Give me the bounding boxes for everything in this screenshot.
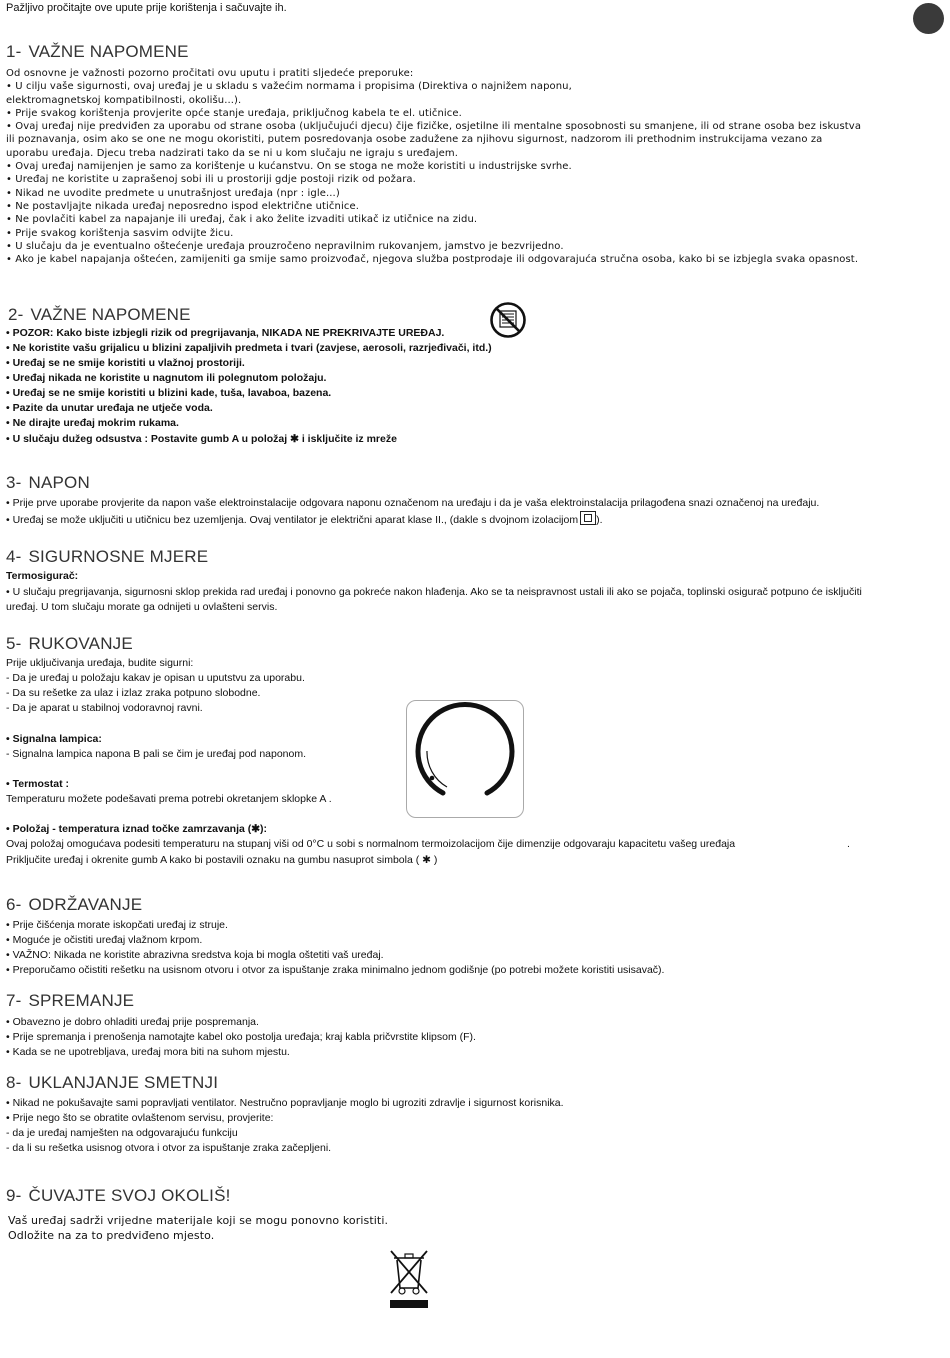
section-8-heading: 8- UKLANJANJE SMETNJI	[6, 1073, 219, 1092]
frost-position-dot: .	[847, 838, 850, 850]
section-2-body: • POZOR: Kako biste izbjegli rizik od pregrijavanja, NIKADA NE PREKRIVAJTE UREĐAJ. • Ne koristite vašu grijalicu u blizini zapaljivih predmeta i tvari (zavjese, aerosoli, razrjeđivači, itd.) • Uređaj se ne smije koristiti u vlažnoj prostoriji. • Uređaj nikada ne koristite u nagnutom ili polegnutom položaju. • Uređaj se ne smije koristiti u blizini kade, tuša, lavaboa, bazena. • Pazite da unutar uređaja ne utječe voda. • Ne dirajte uređaj mokrim rukama. • U slučaju dužeg odsustva : Postavite gumb A u položaj ✱ i isključite iz mreže	[6, 327, 492, 445]
page-marker-dot	[913, 3, 944, 34]
no-cover-icon	[489, 301, 527, 339]
signal-lamp-text: - Signalna lampica napona B pali se čim je uređaj pod naponom.	[6, 748, 307, 760]
section-6-heading: 6- ODRŽAVANJE	[6, 895, 143, 914]
signal-lamp-title: • Signalna lampica:	[6, 733, 102, 745]
section-9-heading: 9- ČUVAJTE SVOJ OKOLIŠ!	[6, 1186, 231, 1205]
crossed-bin-icon	[388, 1248, 430, 1310]
section-2-heading: 2- VAŽNE NAPOMENE	[8, 305, 191, 324]
intro-note: Pažljivo pročitajte ove upute prije korištenja i sačuvajte ih.	[6, 2, 287, 14]
section-3-heading: 3- NAPON	[6, 473, 90, 492]
section-4-subtitle: Termosigurač:	[6, 570, 79, 582]
section-4-body: • U slučaju pregrijavanja, sigurnosni sklop prekida rad uređaj i ponovno ga pokreće nakon hlađenja. Ako se ta neispravnost ustali ili ako se pojača, toplinski osigurač potpuno će isključiti uređaj. U tom slučaju morate ga odnijeti u ovlašteni servis.	[6, 586, 862, 613]
double-insulation-icon	[580, 511, 596, 525]
section-6-body: • Prije čišćenja morate iskopčati uređaj iz struje. • Moguće je očistiti uređaj vlažnom krpom. • VAŽNO: Nikada ne koristite abrazivna sredstva koja bi mogla oštetiti vaš uređaj. • Preporučamo očistiti rešetku na usisnom otvoru i otvor za ispuštanje zraka minimalno jednom godišnje (po potrebi možete koristiti usisavač).	[6, 919, 665, 976]
section-4-heading: 4- SIGURNOSNE MJERE	[6, 547, 209, 566]
frost-position-title: • Položaj - temperatura iznad točke zamrzavanja (✱):	[6, 823, 268, 835]
section-1-heading: 1- VAŽNE NAPOMENE	[6, 42, 189, 61]
section-5-heading: 5- RUKOVANJE	[6, 634, 133, 653]
section-1-body: Od osnovne je važnosti pozorno pročitati ovu uputu i pratiti sljedeće preporuke: • U cilju vaše sigurnosti, ovaj uređaj je u skladu s važećim normama i propisima (Direktiva o najnižem naponu, elektromagnetskoj kompatibilnosti, okolišu...). • Prije svakog korištenja provjerite opće stanje uređaja, priključnog kabela te el. utičnice. • Ovaj uređaj nije predviđen za uporabu od strane osoba (uključujući djecu) čije fizičke, osjetilne ili mentalne sposobnosti su smanjene, ili od strane osoba bez iskustva ili poznavanja, osim ako se one ne mogu okoristiti, putem posredovanja osobe zadužene za njihovu sigurnost, nadzorom ili prethodnim instrukcijama vezano za uporabu uređaja. Djecu treba nadzirati tako da se ni u kom slučaju ne igraju s uređajem. • Ovaj uređaj namijenjen je samo za korištenje u kućanstvu. On se stoga ne može koristiti u industrijske svrhe. • Uređaj ne koristite u zaprašenoj sobi ili u prostoriji gdje postoji rizik od požara. • Nikad ne uvodite predmete u unutrašnjost uređaja (npr : igle...) • Ne postavljajte nikada uređaj neposredno ispod električne utičnice. • Ne povlačiti kabel za napajanje ili uređaj, čak i ako želite izvaditi utikač iz utičnice na zidu. • Prije svakog korištenja sasvim odvijte žicu. • U slučaju da je eventualno oštećenje uređaja prouzročeno nepravilnim rukovanjem, jamstvo je bezvrijedno. • Ako je kabel napajanja oštećen, zamijeniti ga smije samo proizvođač, njegova služba postprodaje ili odgovarajuća stručna osoba, kako bi se izbjegla svaka opasnost.	[6, 68, 862, 266]
frost-position-text-2: Priključite uređaj i okrenite gumb A kako bi postavili oznaku na gumbu nasuprot simbola ( ✱ )	[6, 854, 438, 866]
thermostat-dial-box	[406, 700, 524, 818]
section-7-body: • Obavezno je dobro ohladiti uređaj prije pospremanja. • Prije spremanja i prenošenja namotajte kabel oko postolja uređaja; kraj kabla pričvrstite klipsom (F). • Kada se ne upotrebljava, uređaj mora biti na suhom mjestu.	[6, 1016, 476, 1058]
thermostat-text: Temperaturu možete podešavati prema potrebi okretanjem sklopke A .	[6, 793, 332, 805]
section-5-intro: Prije uključivanja uređaja, budite sigurni: - Da je uređaj u položaju kakav je opisan u uputstvu za uporabu. - Da su rešetke za ulaz i izlaz zraka potpuno slobodne. - Da je aparat u stabilnoj vodoravnoj ravni.	[6, 657, 305, 714]
section-9-body: Vaš uređaj sadrži vrijedne materijale koji se mogu ponovno koristiti. Odložite na za to predviđeno mjesto.	[8, 1214, 389, 1242]
section-3-body: • Prije prve uporabe provjerite da napon vaše elektroinstalacije odgovara naponu označenom na uređaju i da je vaša elektroinstalacija prilagođena snazi označenoj na uređaju. • Uređaj se može uključiti u utičnicu bez uzemljenja. Ovaj ventilator je električni aparat klase II., (dakle s dvojnom izolacijom ).	[6, 497, 820, 526]
section-7-heading: 7- SPREMANJE	[6, 991, 135, 1010]
thermostat-dial-icon	[407, 701, 523, 817]
thermostat-title: • Termostat :	[6, 778, 69, 790]
frost-position-text-1: Ovaj položaj omogućava podesiti temperaturu na stupanj viši od 0°C u sobi s normalnom termoizolacijom čije dimenzije odgovaraju kapacitetu vašeg uređaja	[6, 838, 736, 850]
section-8-body: • Nikad ne pokušavajte sami popravljati ventilator. Nestručno popravljanje moglo bi ugroziti zdravlje i sigurnost korisnika. • Prije nego što se obratite ovlaštenom servisu, provjerite: - da je uređaj namješten na odgovarajuću funkciju - da li su rešetka usisnog otvora i otvor za ispuštanje zraka začepljeni.	[6, 1097, 564, 1154]
